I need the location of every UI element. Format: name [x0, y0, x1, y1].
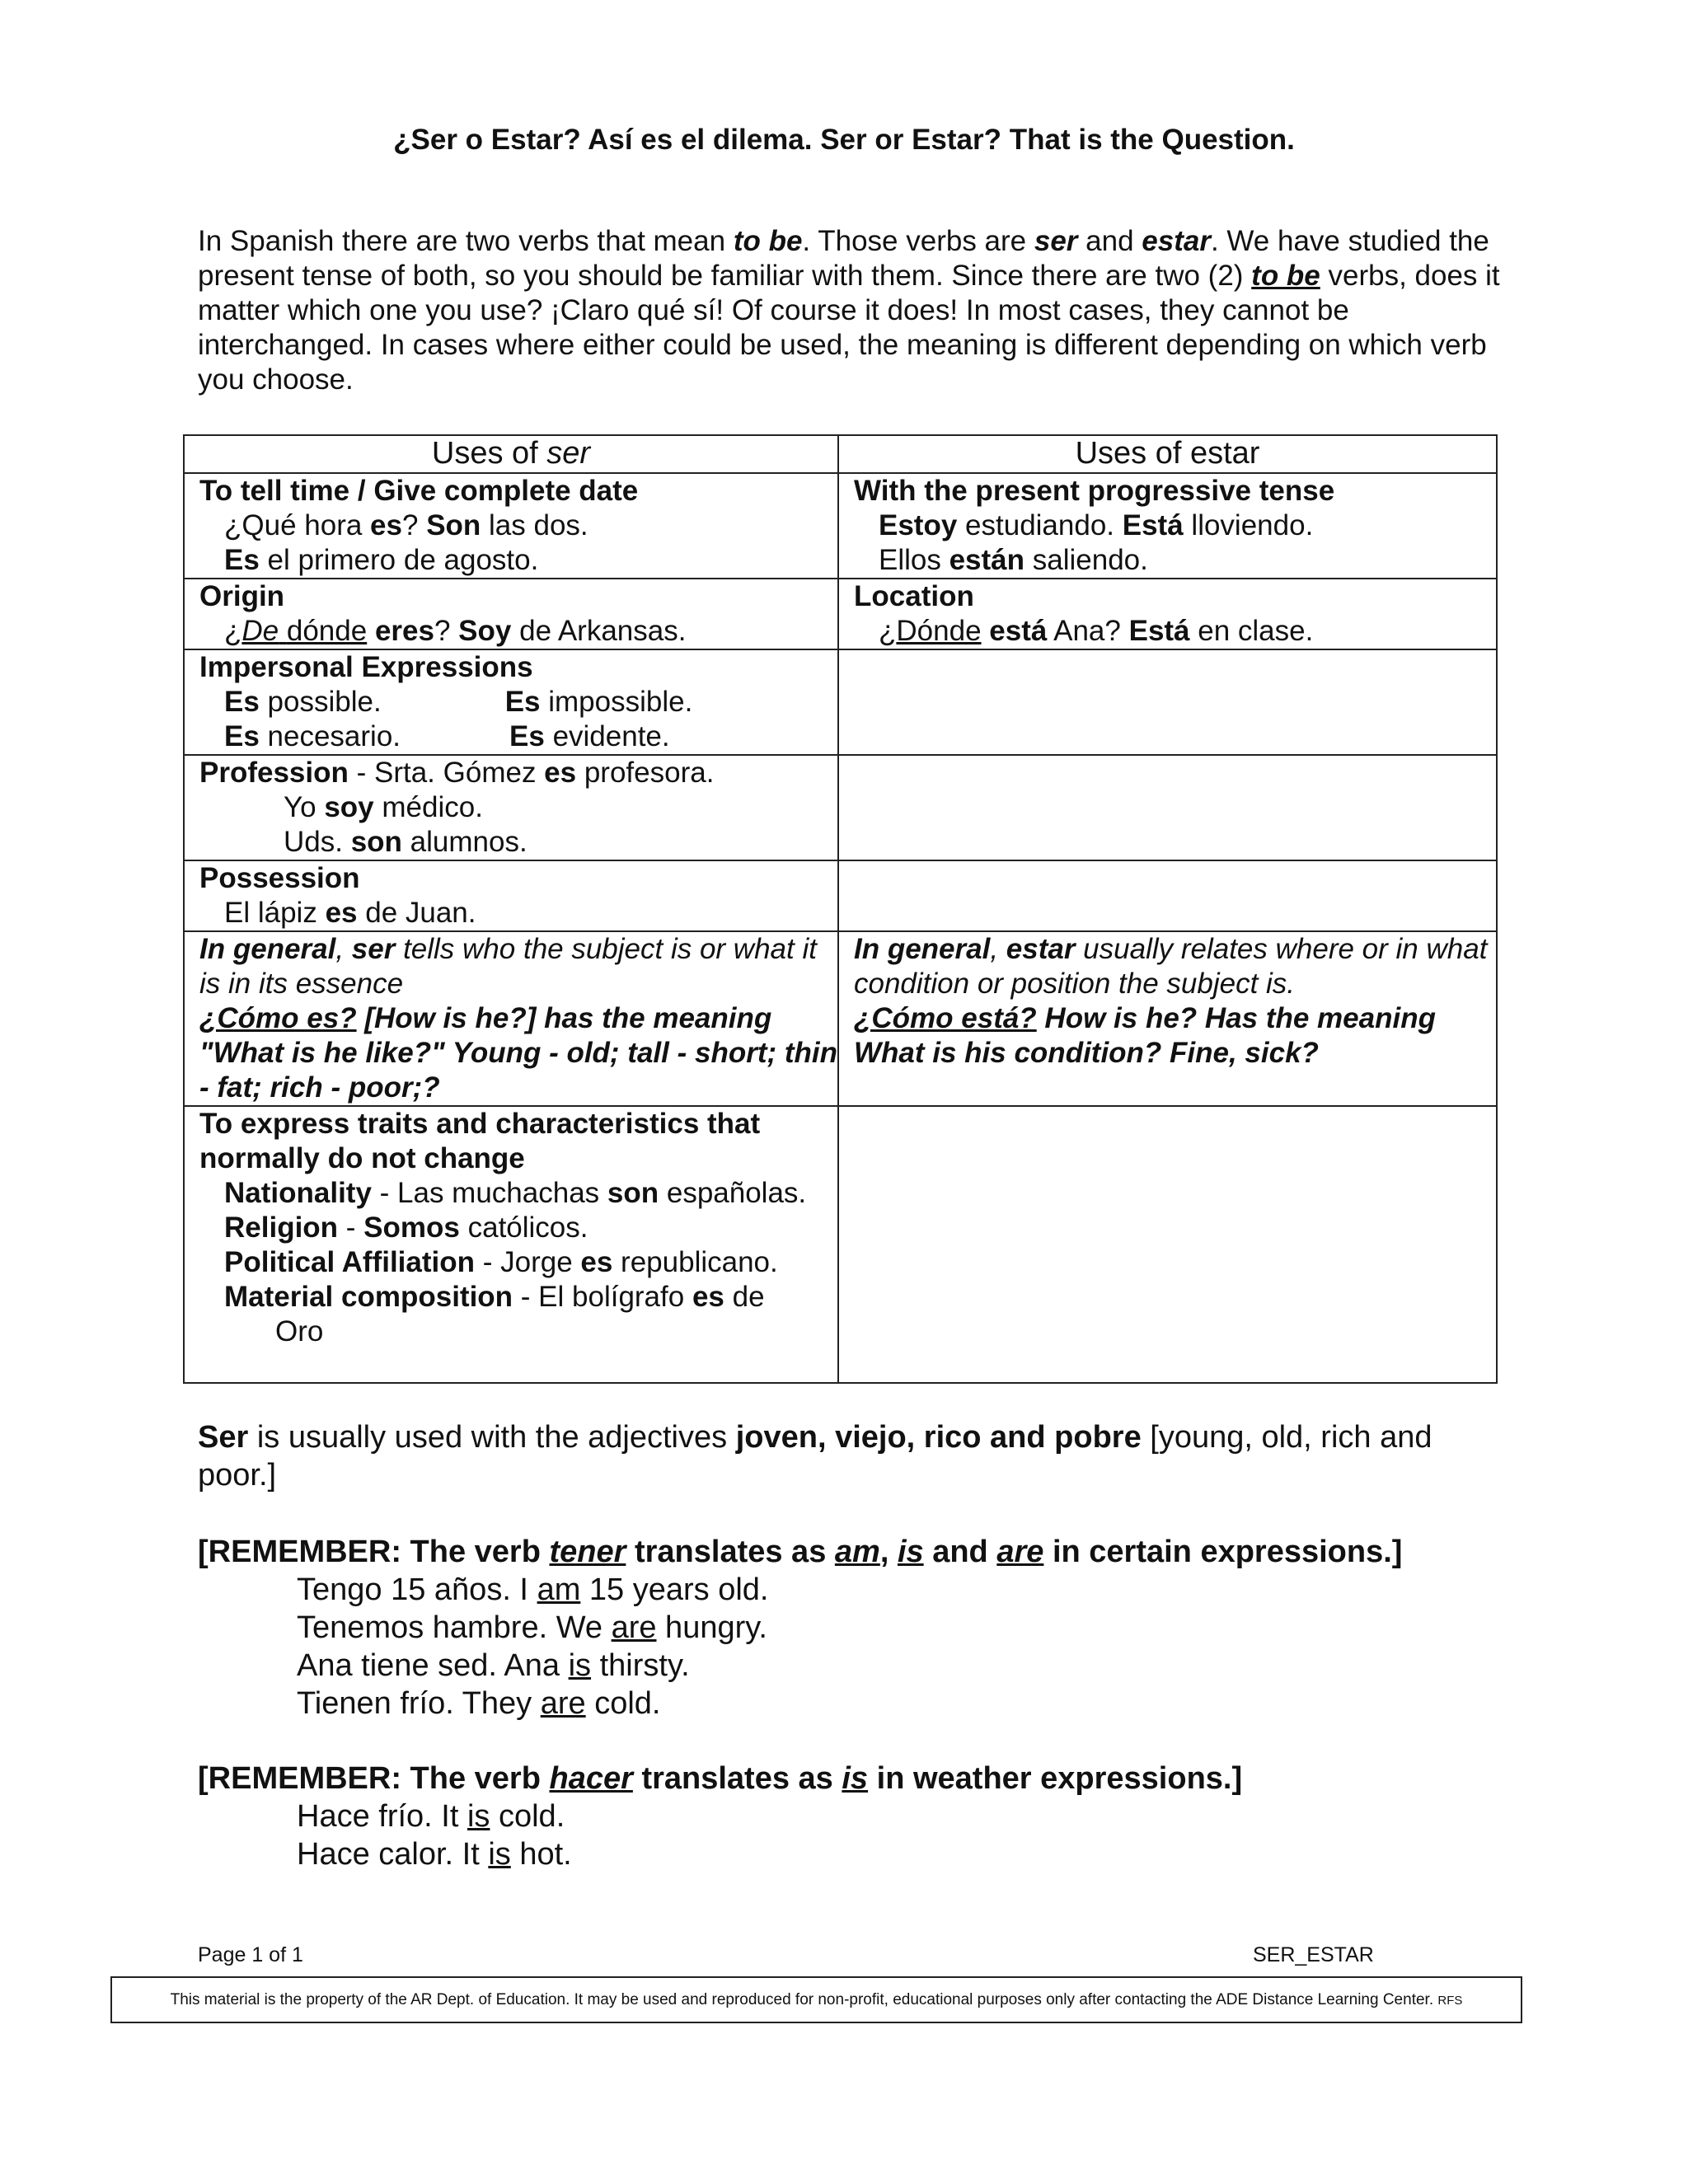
tener-section [198, 1533, 1517, 1722]
table-row [184, 755, 1497, 860]
copyright-notice: This material is the property of the AR Dept. of Education. It may be used and reproduced for non-profit, educational purposes only after contacting the ADE Distance Learning Center. RFS [110, 1976, 1522, 2023]
tener-example: Tienen frío. They are cold. [297, 1686, 661, 1721]
cell-empty [838, 1106, 1497, 1383]
cell-general-ser: In general, ser tells who the subject is or what it is in its essence ¿Cómo es? [How is he?] has the meaning "What is he like?" Young - old; tall - short; thin - fat; rich - poor;? [184, 931, 838, 1106]
document-id: SER_ESTAR [1253, 1943, 1374, 1966]
cell-possession: Possession El lápiz es de Juan. [184, 860, 838, 931]
header-uses-of-estar: Uses of estar [838, 435, 1497, 473]
cell-empty [838, 755, 1497, 860]
table-row [184, 860, 1497, 931]
hacer-section [198, 1760, 1517, 1873]
cell-general-estar: In general, estar usually relates where or in what condition or position the subject is. ¿Cómo está? How is he? Has the meaning What is his condition? Fine, sick? [838, 931, 1497, 1106]
hacer-example: Hace calor. It is hot. [297, 1837, 572, 1872]
cell-profession: Profession - Srta. Gómez es profesora. Yo soy médico. Uds. son alumnos. [184, 755, 838, 860]
page-number: Page 1 of 1 [198, 1943, 303, 1966]
cell-impersonal-expressions: Impersonal Expressions Es possible. Es impossible. Es necesario. Es evidente. [184, 649, 838, 755]
cell-empty [838, 860, 1497, 931]
cell-empty [838, 649, 1497, 755]
table-row [184, 649, 1497, 755]
cell-location: Location ¿Dónde está Ana? Está en clase. [838, 579, 1497, 649]
tener-example: Tengo 15 años. I am 15 years old. [297, 1572, 769, 1607]
cell-traits: To express traits and characteristics that normally do not change Nationality - Las muchachas son españolas. Religion - Somos católicos. Political Affiliation - Jorge es republicano. Material composition - El bolígrafo es de Oro [184, 1106, 838, 1383]
cell-present-progressive: With the present progressive tense Estoy estudiando. Está lloviendo. Ellos están saliendo. [838, 473, 1497, 579]
table-header-row [184, 435, 1497, 473]
cell-tell-time: To tell time / Give complete date ¿Qué hora es? Son las dos. Es el primero de agosto. [184, 473, 838, 579]
table-row [184, 1106, 1497, 1383]
ser-adjectives-note: Ser is usually used with the adjectives joven, viejo, rico and pobre [young, old, rich and poor.] [198, 1420, 1432, 1493]
tener-heading: [REMEMBER: The verb tener translates as am, is and are in certain expressions.] [198, 1535, 1403, 1569]
tener-example: Tenemos hambre. We are hungry. [297, 1610, 767, 1645]
page-title: ¿Ser o Estar? Así es el dilema. Ser or Estar? That is the Question. [393, 124, 1295, 156]
header-uses-of-ser: Uses of ser [184, 435, 838, 473]
intro-paragraph: In Spanish there are two verbs that mean to be. Those verbs are ser and estar. We have studied the present tense of both, so you should be familiar with them. Since there are two (2) to be verbs, does it matter which one you use? ¡Claro qué sí! Of course it does! In most cases, they cannot be interchanged. In cases where either could be used, the meaning is different depending on which verb you choose. [198, 225, 1500, 396]
tener-example: Ana tiene sed. Ana is thirsty. [297, 1648, 690, 1683]
hacer-example: Hace frío. It is cold. [297, 1799, 565, 1834]
uses-table [183, 434, 1498, 1384]
table-row [184, 931, 1497, 1106]
table-row [184, 473, 1497, 579]
cell-origin: Origin ¿De dónde eres? Soy de Arkansas. [184, 579, 838, 649]
hacer-heading: [REMEMBER: The verb hacer translates as is in weather expressions.] [198, 1761, 1243, 1796]
table-row [184, 579, 1497, 649]
